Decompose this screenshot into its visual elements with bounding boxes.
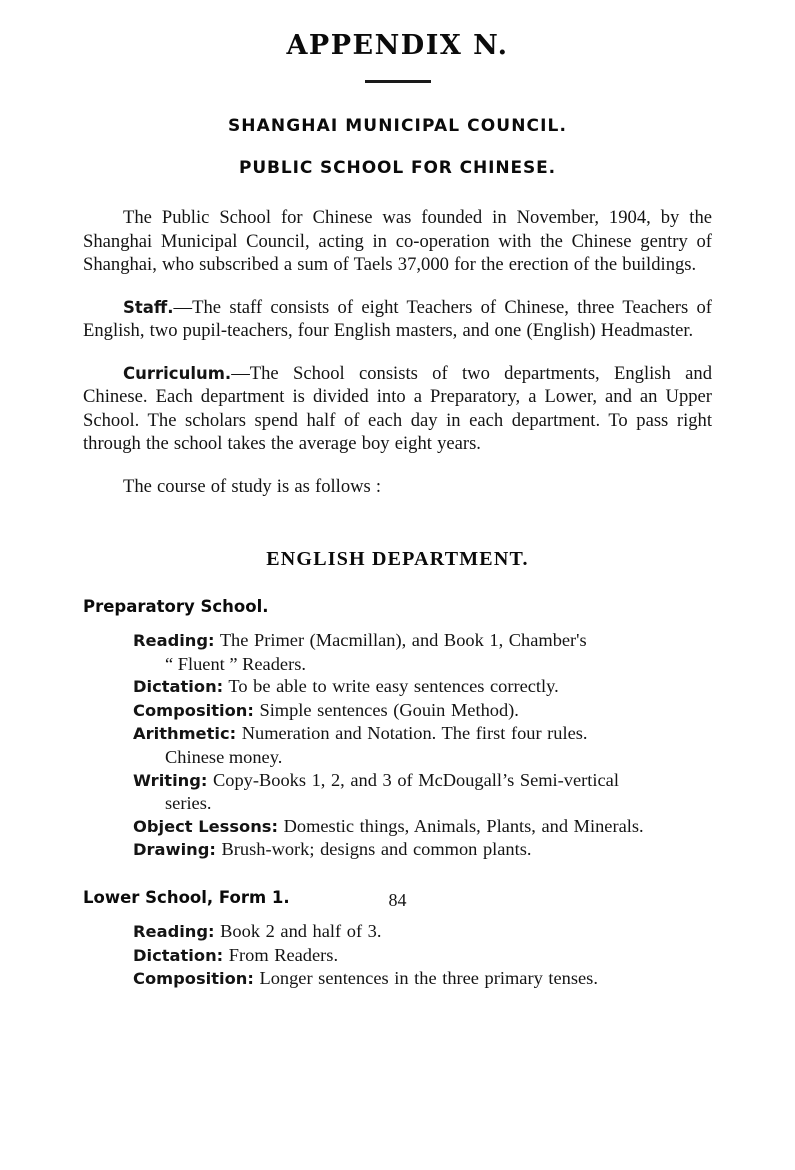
subject-text: Copy-Books 1, 2, and 3 of McDougall’s Semi-vertical bbox=[207, 769, 619, 790]
subject-text: The Primer (Macmillan), and Book 1, Chamber's bbox=[214, 630, 587, 650]
founding-paragraph: The Public School for Chinese was founded in November, 1904, by the Shanghai Municipal Council, acting in co-operation with the Chinese gentry of Shanghai, who subscribed a sum of Taels 37,000 for the erection of the buildings. bbox=[83, 207, 712, 275]
subject-text: To be able to write easy sentences correctly. bbox=[223, 676, 559, 697]
course-section bbox=[83, 862, 712, 991]
subject-continuation: “ Fluent ” Readers. bbox=[165, 653, 306, 674]
subject-text: Longer sentences in the three primary tenses. bbox=[253, 968, 598, 989]
staff-paragraph bbox=[83, 277, 712, 343]
subject-first-line bbox=[133, 723, 588, 743]
subject-label: Reading: bbox=[133, 921, 215, 941]
course-section bbox=[83, 571, 712, 862]
subject-list bbox=[83, 907, 712, 991]
subject-entry bbox=[101, 838, 712, 862]
subject-text: Numeration and Notation. The first four rules. bbox=[236, 723, 588, 744]
subject-entry bbox=[101, 815, 712, 839]
staff-dash: — bbox=[173, 296, 193, 318]
subject-label: Composition: bbox=[133, 969, 254, 989]
subject-text: Book 2 and half of 3. bbox=[214, 920, 382, 941]
school-heading: PUBLIC SCHOOL FOR CHINESE. bbox=[238, 158, 557, 178]
subject-continuation: series. bbox=[165, 793, 212, 814]
subject-entry bbox=[133, 722, 712, 768]
subject-entry bbox=[101, 944, 712, 968]
subject-text: Simple sentences (Gouin Method). bbox=[253, 699, 519, 720]
subject-label: Drawing: bbox=[133, 840, 216, 860]
curriculum-paragraph bbox=[83, 343, 712, 456]
subject-entry bbox=[101, 920, 712, 944]
page-title: APPENDIX N. bbox=[286, 30, 509, 61]
course-section-title: Lower School, Form 1. bbox=[83, 887, 290, 907]
subject-label: Dictation: bbox=[133, 677, 224, 697]
subject-entry bbox=[101, 967, 712, 991]
subject-first-line bbox=[133, 630, 587, 650]
subject-entry bbox=[133, 629, 712, 675]
subject-first-line bbox=[133, 770, 619, 790]
curriculum-text: The School consists of two departments, English and Chinese. Each department is divided into a Preparatory, a Lower, and an Upper School. The scholars spend half of each day in each department. To pass right through the school takes the average boy eight years. bbox=[83, 362, 712, 454]
subject-label: Reading: bbox=[133, 631, 215, 650]
curriculum-dash: — bbox=[231, 362, 250, 384]
subject-label: Writing: bbox=[133, 770, 208, 790]
subject-entry bbox=[101, 699, 712, 723]
staff-label: Staff. bbox=[123, 297, 174, 317]
english-department-heading: ENGLISH DEPARTMENT. bbox=[266, 548, 529, 570]
subject-text: Brush-work; designs and common plants. bbox=[215, 839, 532, 860]
course-sections bbox=[83, 571, 712, 991]
subject-entry bbox=[101, 675, 712, 699]
subject-text: From Readers. bbox=[223, 944, 339, 965]
staff-text: The staff consists of eight Teachers of Chinese, three Teachers of English, two pupil-teachers, four English masters, and one (English) Headmaster. bbox=[83, 296, 712, 341]
subject-list bbox=[83, 616, 712, 862]
subject-continuation: Chinese money. bbox=[165, 746, 283, 767]
course-section-title: Preparatory School. bbox=[83, 597, 269, 616]
subject-text: Domestic things, Animals, Plants, and Minerals. bbox=[278, 815, 644, 836]
curriculum-label: Curriculum. bbox=[123, 363, 232, 383]
page-content bbox=[83, 0, 712, 991]
subject-label: Object Lessons: bbox=[133, 816, 278, 836]
subject-label: Arithmetic: bbox=[133, 724, 237, 744]
course-intro-line: The course of study is as follows : bbox=[123, 475, 382, 497]
subject-label: Dictation: bbox=[133, 945, 224, 965]
council-heading: SHANGHAI MUNICIPAL COUNCIL. bbox=[227, 116, 568, 136]
page-number: 84 bbox=[388, 890, 407, 910]
subject-entry bbox=[133, 769, 712, 815]
subject-label: Composition: bbox=[133, 700, 254, 720]
